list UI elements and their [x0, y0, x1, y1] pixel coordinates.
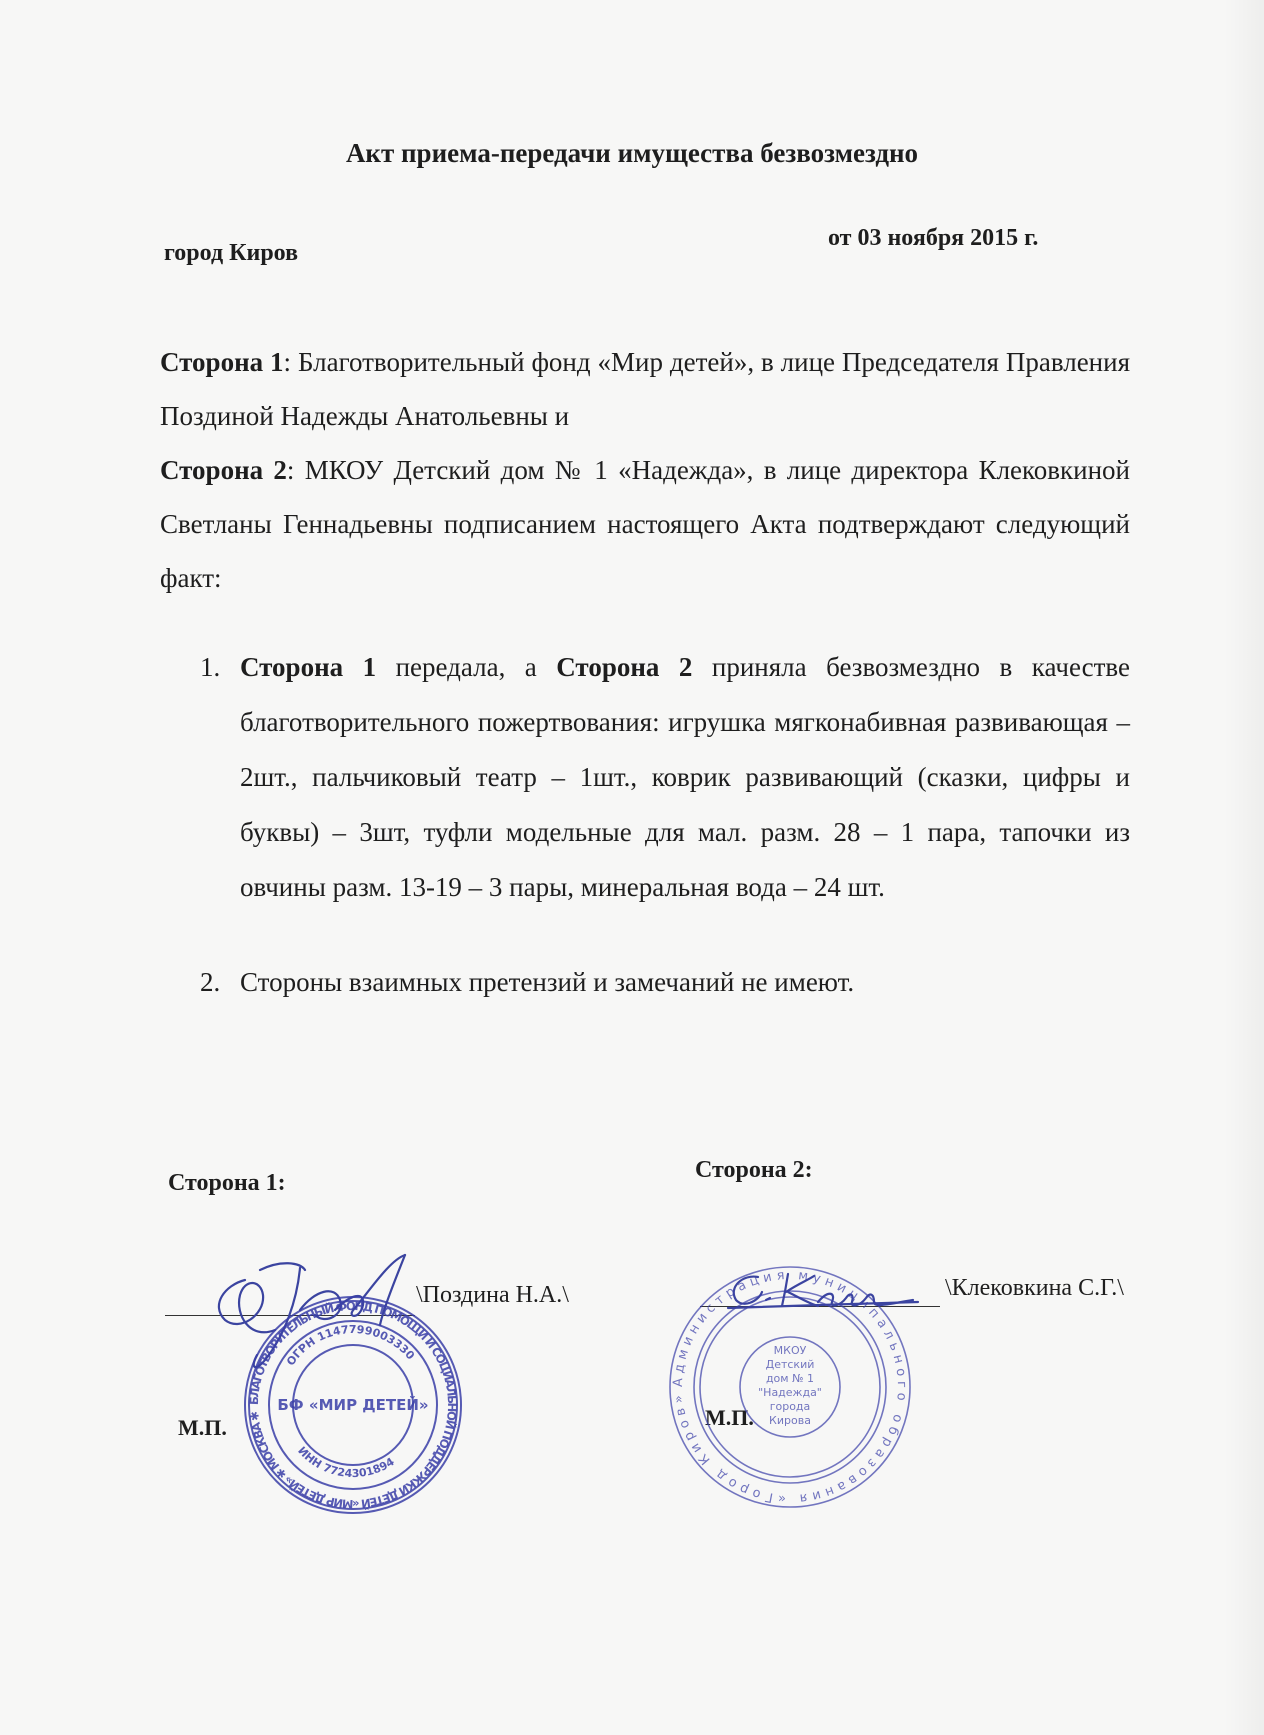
document-title: Акт приема-передачи имущества безвозмездно	[345, 138, 919, 168]
party1-seal-label: М.П.	[178, 1415, 227, 1440]
clause-text-a: передала, а	[376, 652, 557, 682]
party2-label: Сторона 2	[160, 455, 287, 485]
svg-text:дом № 1: дом № 1	[765, 1372, 815, 1385]
svg-text:"Надежда": "Надежда"	[758, 1386, 822, 1399]
party1-stamp-seal	[238, 1290, 468, 1520]
party1-paragraph	[160, 335, 1130, 443]
stamp-outer-text: Администрация муниципального образования «Город Киров»	[670, 1267, 910, 1507]
parties-paragraph	[160, 335, 1130, 605]
clause-number: 1.	[200, 652, 221, 682]
clauses-list	[200, 640, 1130, 1010]
clause-item	[200, 640, 1130, 915]
svg-text:города: города	[769, 1400, 811, 1413]
stamp-ogrn-text: ОГРН 1147799003330	[283, 1322, 418, 1369]
party2-signer-name: \Клековкина С.Г.\	[945, 1275, 1124, 1301]
clause-text-b: приняла безвозмездно в качестве благотворительного пожертвования: игрушка мягконабивная развивающая – 2шт., пальчиковый театр – 1шт., коврик развивающий (сказки, цифры и буквы) – 3шт, туфли модельные для мал. разм. 28 – 1 пара, тапочки из овчины разм. 13-19 – 3 пары, минеральная вода – 24 шт.	[240, 652, 1130, 902]
page-edge-shadow	[1224, 0, 1264, 1735]
party1-signature-heading: Сторона 1:	[168, 1170, 286, 1196]
clause-party2: Сторона 2	[556, 652, 693, 682]
svg-text:МКОУ: МКОУ	[773, 1344, 807, 1357]
clause-party1: Сторона 1	[240, 652, 377, 682]
party2-signature-heading: Сторона 2:	[695, 1157, 813, 1183]
party2-text: : МКОУ Детский дом № 1 «Надежда», в лице директора Клековкиной Светланы Геннадьевны подписанием настоящего Акта подтверждают следующий факт:	[160, 455, 1131, 593]
clause-number: 2.	[200, 967, 221, 997]
svg-text:Кирова: Кирова	[769, 1414, 811, 1427]
clause-text: Стороны взаимных претензий и замечаний не имеют.	[240, 967, 855, 997]
party2-paragraph	[160, 443, 1130, 605]
party2-stamp-seal	[665, 1262, 915, 1512]
party2-seal-label: М.П.	[705, 1405, 754, 1430]
stamp-center-lines	[758, 1344, 822, 1427]
stamp-center-text: БФ «МИР ДЕТЕЙ»	[277, 1396, 429, 1414]
party1-label: Сторона 1	[160, 347, 284, 377]
stamp-inn-text: ИНН 7724301894	[295, 1444, 397, 1481]
clause-item	[200, 955, 1130, 1010]
party1-signer-name: \Поздина Н.А.\	[416, 1282, 569, 1308]
document-date: от 03 ноября 2015 г.	[828, 225, 1039, 251]
document-city: город Киров	[164, 240, 299, 266]
svg-text:Детский: Детский	[765, 1358, 815, 1371]
stamp-outer-text: БЛАГОТВОРИТЕЛЬНЫЙ ФОНД ПОМОЩИ И СОЦИАЛЬНОЙ ПОДДЕРЖКИ ДЕТЕЙ «МИР ДЕТЕЙ» ✱ МОСКВА ✱	[246, 1298, 460, 1512]
party1-text: : Благотворительный фонд «Мир детей», в лице Председателя Правления Поздиной Надежды Анатольевны и	[160, 347, 1130, 431]
